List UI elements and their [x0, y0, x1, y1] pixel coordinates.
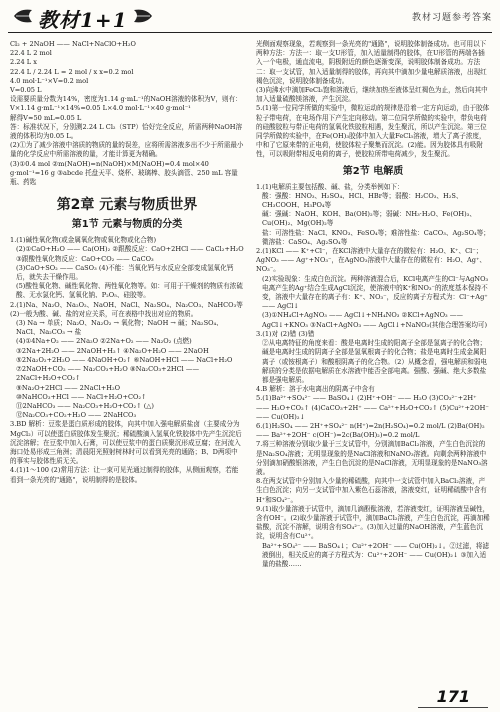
text-line: 光侧面观察现象，若观察到一条光亮的"通路"，说明胶体制备成功。也可用以下两种方法：方法一：取一支U形管，加入适量制得的胶体，在U形管的两端各插入一个电极，通直流电，阴极附近的颜色逐渐变深，说明胶体制备成功。方法二：取一支试管，加入适量制得的胶体，再向其中滴加少量电解质溶液，出现红褐色沉淀，说明胶体制备成功。 — [256, 40, 487, 85]
text-line: (3)向沸水中滴加FeCl₃饱和溶液后，继续加热至液体呈红褐色为止，然后向其中加入适量硫酸镁溶液，产生沉淀。 — [256, 86, 488, 104]
text-line: (3)①0.4 mol ②m(NaOH)=n(NaOH)×M(NaOH)=0.4 mol×40 g·mol⁻¹=16 g ③abcde 托盘天平、烧杯、玻璃棒、胶头滴管、250 mL 容量瓶、药匙 — [10, 159, 238, 187]
page-header — [0, 0, 500, 34]
answer-line: ⑦2NaOH+CO₂ —— Na₂CO₃+H₂O ⑧Na₂CO₃+2HCl —— 2NaCl+H₂O+CO₂↑ — [16, 365, 200, 383]
text-line: 22.4 L / 2.24 L = 2 mol / x x=0.2 mol — [10, 67, 134, 76]
answer-line: (2)实验现象：生成白色沉淀。两种溶液混合后，KCl电离产生的Cl⁻与AgNO₃电离产生的Ag⁺结合生成AgCl沉淀，使溶液中的K⁺和NO₃⁻的浓度基本保持不变，溶液中大量存在的离子有：K⁺、NO₃⁻，反应的离子方程式为：Cl⁻+Ag⁺ —— AgCl↓ — [262, 274, 489, 311]
text-line: 答：标准状况下，分别测2.24 L Cl₂（STP）恰好完全反应，所需两种NaOH溶液的体积均为0.05 L。 — [10, 122, 243, 141]
left-column — [10, 40, 244, 485]
answer-line: ②从电离特征的角度来看：酸是电离时生成的阳离子全部是氢离子的化合物；碱是电离时生成的阴离子全部是氢氧根离子的化合物；盐是电离时生成金属阳离子（或铵根离子）和酸根阴离子的化合物。（2）从概念看，强电解质和弱电解质的分类是依据电解质在水溶液中能否全部电离。强酸、强碱、绝大多数盐都是强电解质。 — [262, 339, 488, 384]
section-title: 第2节 电解质 — [342, 165, 404, 177]
answer-line: 4.(1)1～100 (2)常用方法：让一束可见光通过制得的胶体，从侧面观察，若能看到一条光亮的"通路"，说明制得的是胶体。 — [10, 466, 239, 484]
answer-line: 8.在两支试管中分别加入少量的稀硫酸，向其中一支试管中加入BaCl₂溶液，产生白色沉淀；向另一支试管中加入紫色石蕊溶液，溶液变红，证明稀硫酸中含有H⁺和SO₄²⁻。 — [256, 477, 487, 504]
answer-line: (5)酸性氧化物、碱性氧化物、两性氧化物等。如：可用于干燥剂的物质有浓硫酸、无水氯化钙、氢氧化钠、P₂O₅、硅胶等。 — [16, 282, 243, 300]
text-line: (2)①为了减少溶液中溶质的物质的量的误差，应将所需溶液多出不少于所需最小量的化学反应中所需溶液的量，才能计算更为精确。 — [10, 141, 244, 159]
chapter-title: 第2章 元素与物质世界 — [56, 197, 198, 214]
answer-line: Ba²⁺+SO₄²⁻ —— BaSO₄↓；Cu²⁺+2OH⁻ —— Cu(OH)₂↓。②过滤，将滤液倒出，相关反应的离子方程式为：Cu²⁺+2OH⁻ —— Cu(OH)₂↓ ③加入适量的盐酸…… — [262, 541, 490, 568]
answer-line: ⑫Na₂CO₃+CO₂+H₂O —— 2NaHCO₃ — [16, 411, 137, 420]
text-line: V=0.05 L — [10, 86, 42, 95]
text-line: 4.0 mol·L⁻¹×V=0.2 mol — [10, 76, 89, 85]
answer-line: 碱：强碱：NaOH、KOH、Ba(OH)₂等；弱碱：NH₃·H₂O、Fe(OH)₃、Cu(OH)₂、Mg(OH)₂等 — [262, 210, 476, 228]
answer-line: (4)①4Na+O₂ —— 2Na₂O ②2Na+O₂ —— Na₂O₂ (点燃) — [16, 337, 192, 346]
answer-line: ⑤2Na₂O₂+2H₂O —— 4NaOH+O₂↑ ⑥NaOH+HCl —— NaCl+H₂O — [16, 355, 233, 364]
text-line: 2.24 L x — [10, 58, 37, 67]
header-right-title: 教材习题参考答案 — [411, 13, 492, 23]
answer-line: ⑨Na₂O+2HCl —— 2NaCl+H₂O — [16, 383, 121, 392]
answer-line: 1.(1)碱性氧化物(或金属氧化物或氧化物或化合物) — [10, 236, 157, 245]
answer-line: (3)CaO+SO₂ —— CaSO₃ (4)不能：当氧化钙与水反应全部变成氢氧化钙后，就失去干燥作用。 — [16, 263, 234, 282]
answer-line: ⑩NaHCO₃+HCl —— NaCl+H₂O+CO₂↑ — [16, 392, 147, 401]
text-line: 设需要质量分数为14%，密度为1.14 g·mL⁻¹的NaOH溶液的体积为V，则有： — [10, 95, 242, 104]
logo-text: 教材1+1 — [38, 7, 128, 32]
text-line: V×1.14 g·mL⁻¹×14%=0.05 L×4.0 mol·L⁻¹×40 g·mol⁻¹ — [10, 104, 191, 113]
text-line: Cl₂ + 2NaOH —— NaCl+NaClO+H₂O — [10, 40, 136, 48]
text-line: 解得V≈50 mL=0.05 L — [10, 113, 82, 122]
answer-line: 1.(1)电解质主要包括酸、碱、盐，分类举例如下： — [256, 182, 404, 191]
answer-line: 6.(1)H₂SO₄ —— 2H⁺+SO₄²⁻ n(H⁺)=2n(H₂SO₄)=0.2 mol/L (2)Ba(OH)₂ —— Ba²⁺+2OH⁻ c(OH⁻)=2c(Ba(OH)₂)=0.2 mol/L — [256, 421, 485, 440]
answer-line: 5.(1)Ba²⁺+SO₄²⁻ —— BaSO₄↓ (2)H⁺+OH⁻ —— H₂O (3)CO₃²⁻+2H⁺ —— H₂O+CO₂↑ (4)CaCO₃+2H⁺ —— Ca²⁺+H₂O+CO₂↑ (5)Cu²⁺+2OH⁻ —— Cu(OH)₂↓ — [256, 394, 489, 421]
header-divider — [8, 32, 492, 33]
leaf-ornament-icon — [132, 7, 154, 29]
answer-line: (3) Na → 单质；Na₂O、Na₂O₂ → 氧化物；NaOH → 碱；Na₂SO₄、NaCl、Na₂CO₃ → 盐 — [16, 319, 223, 337]
answer-line: ⑪2NaHCO₃ —— Na₂CO₃+H₂O+CO₂↑ (△) — [16, 401, 154, 410]
right-column — [256, 40, 490, 569]
answer-line: 3.BD 解析：豆浆是蛋白质形成的胶体，向其中加入强电解质盐卤（主要成分为MgCl₂）可以使蛋白质胶体发生聚沉；稀硫酸滴入氢氧化铁胶体中先产生沉淀后沉淀溶解；在豆浆中加入石膏，可以使豆浆中的蛋白质聚沉形成豆腐；在河流入海口处易形成三角洲；清晨阳光照射树林时可以看到光亮的通路；B、D两项中的事实与胶体性质无关。 — [10, 420, 242, 466]
answer-line: 7.将三种溶液分别取少量于三支试管中，分别滴加BaCl₂溶液，产生白色沉淀的是Na₂SO₄溶液；无明显现象的是NaCl溶液和NaNO₃溶液。向剩余两种溶液中分别滴加硝酸银溶液，产生白色沉淀的是NaCl溶液，无明显现象的是NaNO₃溶液。 — [256, 440, 488, 476]
text-line: 5.(1)第一位同学所做的实验中，微粒运动的规律是沿着一定方向运动，由于胶体粒子带电荷，在电场作用下产生定向移动。第二位同学所做的实验中，带负电荷的硅酸胶粒与带正电荷的氢氧化铁胶粒相遇，发生聚沉，所以产生沉淀。第三位同学所做的实验中，在Fe(OH)₃胶体中加入大量FeCl₃溶液，增大了离子浓度，中和了它原来带的正电荷，使胶体粒子聚集而沉淀。(2)能。因为胶体具有吸附性，可以吸附带相反电荷的离子，使胶粒所带电荷减少，发生聚沉。 — [256, 104, 490, 159]
answer-line: (2)①CaO+H₂O —— Ca(OH)₂ ②跟酸反应：CaO+2HCl —— CaCl₂+H₂O ③跟酸性氧化物反应：CaO+CO₂ —— CaCO₃ — [16, 245, 244, 263]
page-number-underline — [418, 707, 488, 708]
answer-line: 2.(1)KCl —— K⁺+Cl⁻，在KCl溶液中大量存在的微粒有：H₂O、K⁺、Cl⁻；AgNO₃ —— Ag⁺+NO₃⁻，在AgNO₃溶液中大量存在的微粒有：H₂O、Ag⁺、NO₃⁻。 — [256, 247, 487, 274]
answer-line: (3)①NH₄Cl+AgNO₃ —— AgCl↓+NH₄NO₃ ②KCl+AgNO₃ —— AgCl↓+KNO₃ ③NaCl+AgNO₃ —— AgCl↓+NaNO₃(其他合理答案均可) — [262, 311, 488, 329]
answer-line: 酸：强酸：HNO₃、H₂SO₄、HCl、HBr等；弱酸：H₂CO₃、H₂S、CH₃COOH、H₃PO₄等 — [262, 191, 463, 210]
page-number: 171 — [436, 687, 470, 706]
answer-line: 盐：可溶性盐：NaCl、KNO₃、FeSO₄等；难溶性盐：CaCO₃、Ag₂SO₄等；微溶盐：CaSO₄、Ag₂SO₄等 — [262, 228, 490, 246]
answer-line: ③2Na+2H₂O —— 2NaOH+H₂↑ ④Na₂O+H₂O —— 2NaOH — [16, 346, 209, 355]
book-logo — [8, 6, 158, 30]
section-title: 第1节 元素与物质的分类 — [71, 219, 183, 231]
text-line: 22.4 L 2 mol — [10, 49, 52, 58]
answer-line: 2.(1)Na、Na₂O、Na₂O₂、NaOH、NaCl、Na₂SO₄、Na₂CO₃、NaHCO₃等 (2)一般为酸、碱、盐的对应关系，可在表格中找出对应的物质。 — [10, 300, 243, 318]
answer-line: 9.(1)取少量溶液于试管中，滴加几滴酚酞溶液，若溶液变红，证明溶液呈碱性，含有OH⁻。(2)取少量溶液于试管中，滴加BaCl₂溶液，产生白色沉淀，再滴加稀盐酸，沉淀不溶解，说明含有SO₄²⁻。(3)加入过量的NaOH溶液，产生蓝色沉淀，说明含有Cu²⁺。 — [256, 504, 490, 541]
answer-line: 3.(1)对 (2)错 (3)错 — [256, 329, 315, 338]
leaf-ornament-icon — [12, 7, 34, 29]
answer-line: 4.B 解析：溶于水电离出的阴离子中含有 — [256, 385, 375, 394]
